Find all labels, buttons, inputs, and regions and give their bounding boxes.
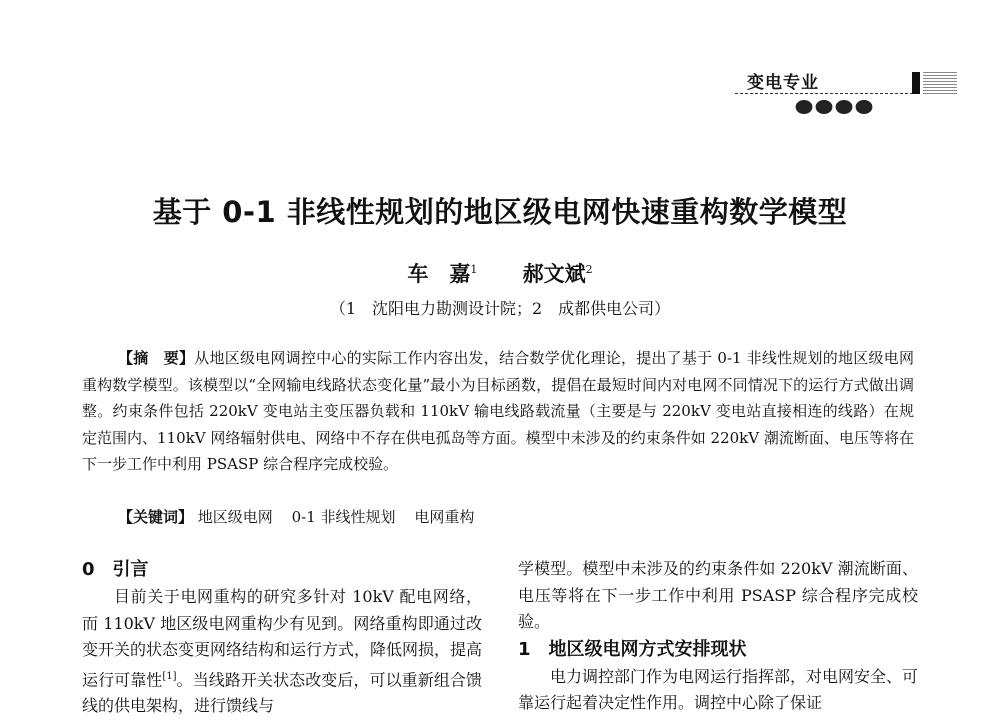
affiliation: （1 沈阳电力勘测设计院；2 成都供电公司） (329, 299, 671, 318)
section-heading-introduction (82, 556, 482, 584)
section-label: 变电专业 (747, 73, 819, 93)
keyword: 地区级电网 (197, 508, 273, 526)
author-1: 车 嘉$^1$ (407, 261, 478, 286)
section-title: 引言 (112, 559, 149, 580)
journal-section-header (735, 58, 960, 118)
left-column (82, 556, 482, 720)
keywords (118, 506, 488, 527)
header-bar-decoration (912, 72, 920, 94)
header-stripes-decoration (923, 72, 957, 94)
section-number: 0 (82, 559, 95, 580)
abstract-label: 【摘 要】 (118, 349, 195, 367)
section-number: 1 (518, 638, 531, 660)
citation-ref[interactable]: [1] (162, 670, 177, 682)
keywords-label: 【关键词】 (118, 508, 194, 526)
abstract-text: 从地区级电网调控中心的实际工作内容出发，结合数学优化理论，提出了基于 0-1 非线性规划的地区级电网重构数学模型。该模型以“全网输电线路状态变化量”最小为目标函数，提倡在最短时间内对电网不同情况下的运行方式做出调整。约束条件包括 220kV 变电站主变压器负载和 110kV 输电线路载流量（主要是与 220kV 变电站直接相连的线路）在规定范围内、110kV 网络辐射供电、网络中不存在供电孤岛等方面。模型中未涉及的约束条件如 220kV 潮流断面、电压等将在下一步工作中利用 PSASP 综合程序完成校验。 (82, 349, 914, 473)
section-title: 地区级电网方式安排现状 (548, 638, 747, 660)
continued-paragraph: 学模型。模型中未涉及的约束条件如 220kV 潮流断面、电压等将在下一步工作中利用 PSASP 综合程序完成校验。 (518, 559, 918, 631)
keyword: 0-1 非线性规划 (291, 508, 396, 526)
header-ornament-icon (797, 100, 887, 114)
section1-paragraph: 电力调控部门作为电网运行指挥部，对电网安全、可靠运行起着决定性作用。调控中心除了保证 (518, 666, 919, 712)
keyword: 电网重构 (414, 508, 475, 526)
right-column (518, 556, 918, 717)
author-line (0, 258, 1000, 288)
section-heading-current-status (518, 636, 918, 664)
abstract (82, 345, 914, 478)
header-dashed-rule (735, 93, 913, 94)
paper-title: 基于 0-1 非线性规划的地区级电网快速重构数学模型 (152, 195, 848, 229)
author-2: 郝文斌$^2$ (522, 261, 593, 286)
introduction-paragraph: 目前关于电网重构的研究多针对 10kV 配电网络，而 110kV 地区级电网重构少有见到。网络重构即通过改变开关的状态变更网络结构和运行方式，降低网损，提高运行可靠性[1]。当线路开关状态改变后，可以重新组合馈线的供电架构，进行馈线与 (82, 587, 483, 716)
